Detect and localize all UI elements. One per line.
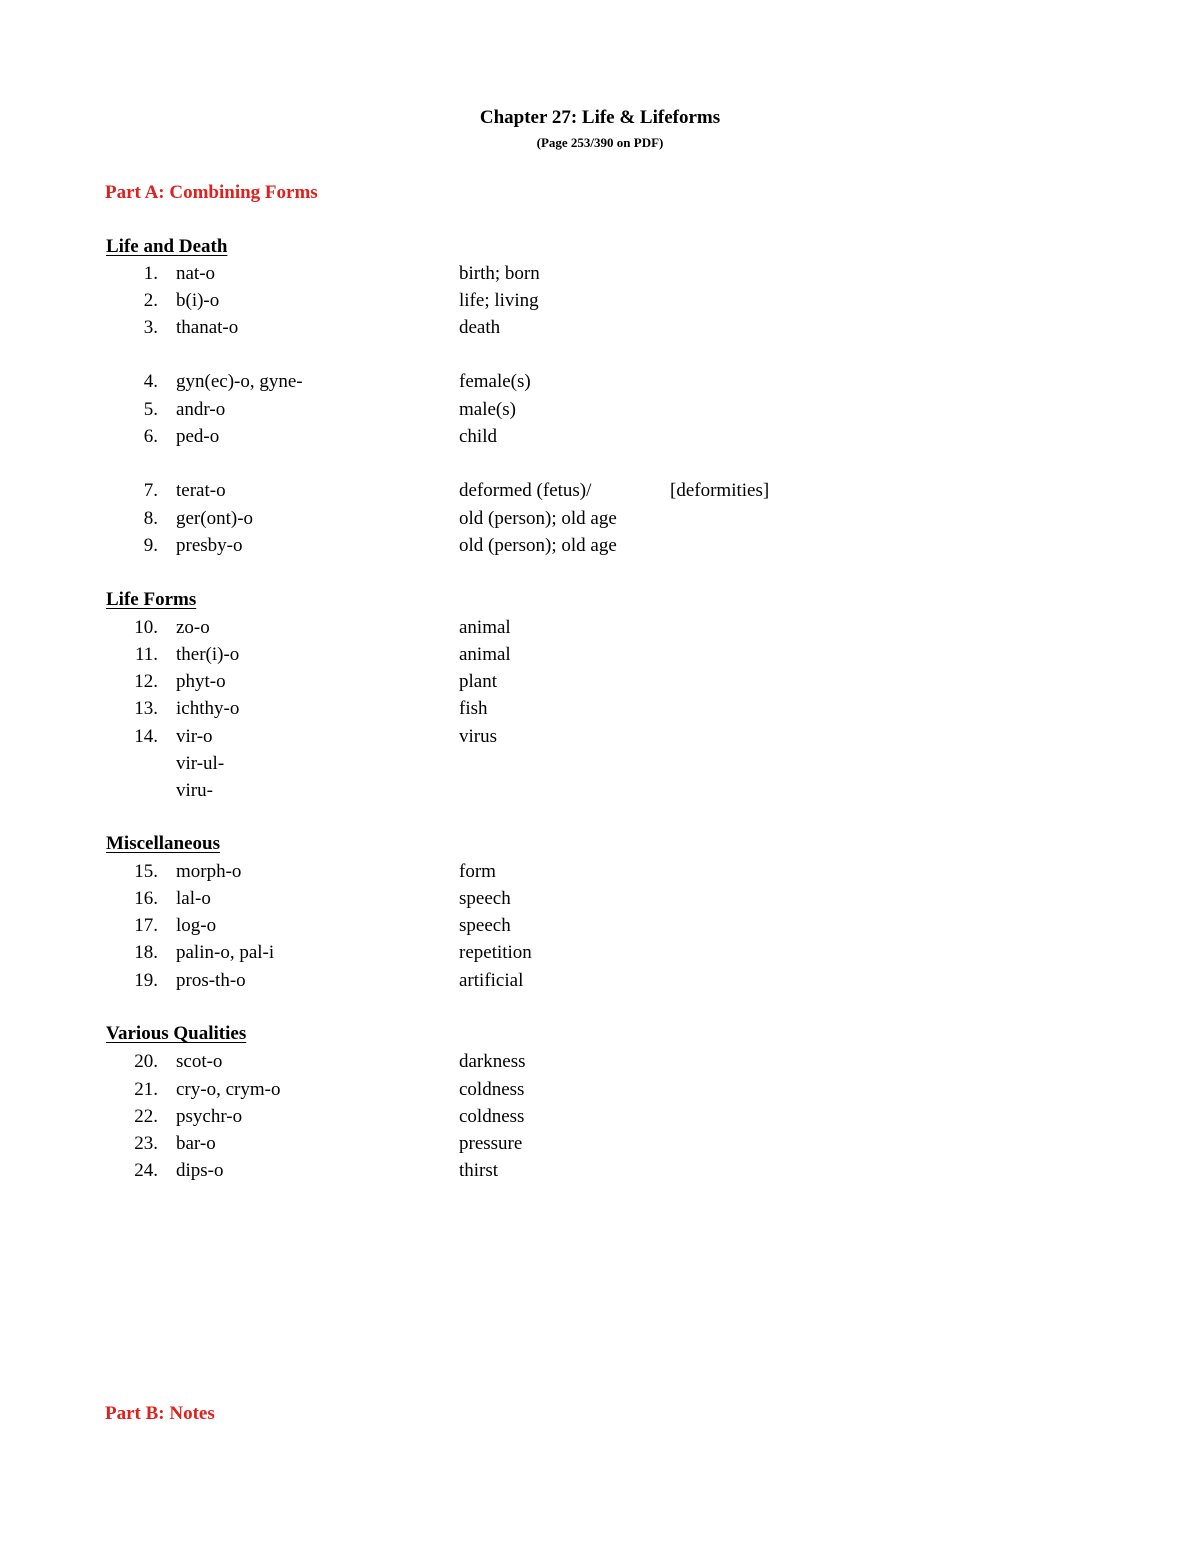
item-meaning: plant (459, 671, 497, 692)
item-meaning: coldness (459, 1106, 525, 1127)
item-number: 14. (134, 726, 158, 747)
item-meaning: fish (459, 698, 488, 719)
item-number: 23. (134, 1133, 158, 1154)
combining-form: lal-o (176, 888, 211, 909)
combining-form: psychr-o (176, 1106, 243, 1127)
combining-form: ichthy-o (176, 698, 240, 719)
section-heading: Life Forms (106, 589, 197, 610)
section-heading: Miscellaneous (106, 833, 220, 854)
item-number: 18. (134, 942, 158, 963)
combining-form: terat-o (176, 480, 226, 501)
combining-form: andr-o (176, 399, 226, 420)
item-number: 6. (143, 426, 158, 447)
item-meaning: animal (459, 644, 511, 665)
item-number: 21. (134, 1079, 158, 1100)
combining-form: ped-o (176, 426, 220, 447)
item-number: 12. (134, 671, 158, 692)
list-item (0, 425, 1200, 449)
item-number: 7. (143, 480, 158, 501)
list-item (0, 1132, 1200, 1156)
item-meaning: old (person); old age (459, 535, 617, 556)
list-item (0, 1078, 1200, 1102)
section-heading: Life and Death (106, 236, 228, 257)
combining-form: b(i)-o (176, 290, 220, 311)
combining-form: thanat-o (176, 317, 239, 338)
part-b-heading: Part B: Notes (105, 1403, 215, 1424)
combining-form: zo-o (176, 617, 210, 638)
item-number: 16. (134, 888, 158, 909)
item-number: 17. (134, 915, 158, 936)
page-title: Chapter 27: Life & Lifeforms (479, 107, 721, 128)
combining-form: nat-o (176, 263, 216, 284)
combining-form: palin-o, pal-i (176, 942, 275, 963)
item-meaning: child (459, 426, 497, 447)
combining-form: scot-o (176, 1051, 223, 1072)
item-number: 24. (134, 1160, 158, 1181)
item-meaning: coldness (459, 1079, 525, 1100)
list-item (0, 752, 1200, 776)
list-item (0, 887, 1200, 911)
combining-form: bar-o (176, 1133, 216, 1154)
item-meaning: repetition (459, 942, 532, 963)
item-number: 2. (143, 290, 158, 311)
item-number: 20. (134, 1051, 158, 1072)
item-number: 11. (134, 644, 158, 665)
item-meaning: birth; born (459, 263, 540, 284)
list-item (0, 941, 1200, 965)
item-number: 8. (143, 508, 158, 529)
item-meaning: deformed (fetus)/ (459, 480, 592, 501)
item-meaning: darkness (459, 1051, 526, 1072)
item-number: 22. (134, 1106, 158, 1127)
combining-form: vir-o (176, 726, 213, 747)
section-heading: Various Qualities (106, 1023, 247, 1044)
list-item (0, 697, 1200, 721)
list-item (0, 262, 1200, 286)
combining-form: phyt-o (176, 671, 226, 692)
combining-form: ger(ont)-o (176, 508, 254, 529)
page-subtitle: (Page 253/390 on PDF) (536, 135, 664, 150)
list-item (0, 969, 1200, 993)
item-meaning: death (459, 317, 501, 338)
combining-form: presby-o (176, 535, 243, 556)
list-item (0, 370, 1200, 394)
list-item (0, 860, 1200, 884)
combining-form: morph-o (176, 861, 242, 882)
item-number: 5. (143, 399, 158, 420)
list-item (0, 1159, 1200, 1183)
list-item (0, 534, 1200, 558)
list-item (0, 398, 1200, 422)
item-meaning: female(s) (459, 371, 531, 392)
item-note: [deformities] (670, 480, 770, 501)
combining-form: vir-ul- (176, 753, 225, 774)
item-meaning: form (459, 861, 496, 882)
item-number: 15. (134, 861, 158, 882)
item-number: 10. (134, 617, 158, 638)
item-meaning: animal (459, 617, 511, 638)
combining-form: viru- (176, 780, 213, 801)
combining-form: ther(i)-o (176, 644, 240, 665)
combining-form: pros-th-o (176, 970, 246, 991)
item-meaning: pressure (459, 1133, 523, 1154)
item-number: 4. (143, 371, 158, 392)
item-meaning: life; living (459, 290, 539, 311)
combining-form: cry-o, crym-o (176, 1079, 281, 1100)
item-number: 1. (143, 263, 158, 284)
list-item (0, 479, 1200, 503)
combining-form: gyn(ec)-o, gyne- (176, 371, 303, 392)
list-item (0, 643, 1200, 667)
item-meaning: speech (459, 915, 511, 936)
list-item (0, 507, 1200, 531)
list-item (0, 914, 1200, 938)
list-item (0, 779, 1200, 803)
list-item (0, 1050, 1200, 1074)
list-item (0, 1105, 1200, 1129)
list-item (0, 670, 1200, 694)
combining-form: log-o (176, 915, 217, 936)
item-meaning: thirst (459, 1160, 499, 1181)
item-meaning: virus (459, 726, 497, 747)
item-number: 13. (134, 698, 158, 719)
list-item (0, 289, 1200, 313)
item-number: 19. (134, 970, 158, 991)
item-number: 3. (143, 317, 158, 338)
item-number: 9. (143, 535, 158, 556)
list-item (0, 725, 1200, 749)
item-meaning: old (person); old age (459, 508, 617, 529)
list-item (0, 316, 1200, 340)
part-a-heading: Part A: Combining Forms (105, 182, 318, 203)
item-meaning: speech (459, 888, 511, 909)
combining-form: dips-o (176, 1160, 224, 1181)
item-meaning: artificial (459, 970, 524, 991)
list-item (0, 616, 1200, 640)
item-meaning: male(s) (459, 399, 516, 420)
